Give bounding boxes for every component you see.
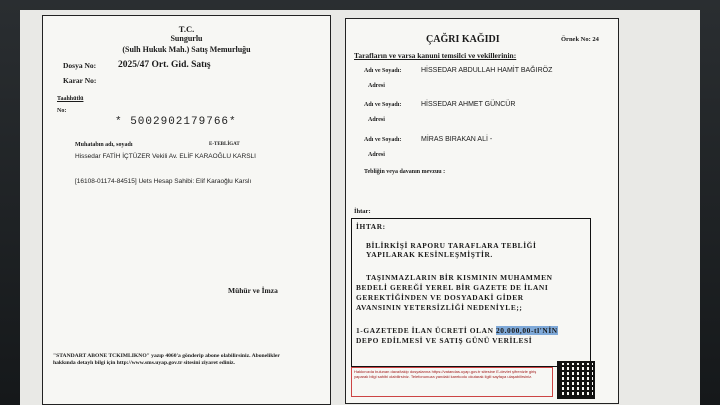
uyap-warning-box: Hakkınızda bulunan dava/takip dosyalarına https://vatandas.uyap.gov.tr sitesine E-devlet şifrenizle giriş yaparak bilgi sahibi olabilirsiniz. Telefonunuza yandaki karekodu okutarak ilgili sayfaya ulaşabilirsiniz. bbox=[351, 367, 553, 397]
tc-heading: T.C. bbox=[178, 24, 195, 34]
ihtar-title: İHTAR: bbox=[356, 222, 386, 231]
parties-heading: Tarafların ve varsa kanuni temsilci ve vekillerinin: bbox=[354, 51, 517, 60]
ihtar-line-3b: DEPO EDİLMESİ VE SATIŞ GÜNÜ VERİLESİ bbox=[356, 336, 533, 345]
summons-page bbox=[345, 18, 619, 404]
dosya-label: Dosya No: bbox=[63, 61, 97, 70]
barcode-number: * 5002902179766* bbox=[115, 116, 237, 128]
ihtar-box bbox=[351, 218, 591, 367]
muhur-imza: Mühür ve İmza bbox=[228, 286, 278, 295]
ornek-number: Örnek No: 24 bbox=[561, 36, 599, 43]
party1-name: HİSSEDAR ABDULLAH HAMİT BAĞIRÖZ bbox=[421, 67, 553, 74]
party3-name-label: Adı ve Soyadı: bbox=[364, 137, 402, 143]
eteblig-label: E-TEBLİGAT bbox=[209, 142, 240, 147]
sms-footnote: "STANDART ABONE TCKIMLIKNO" yazıp 4060'a gönderip abone olabilirsiniz. Abonelikler hakkında detaylı bilgi için http://www.sms.uyap.gov.tr sitesini ziyaret ediniz. bbox=[53, 353, 280, 366]
ihtar-line-2b: BEDELİ GEREĞİ YEREL BİR GAZETE DE İLANI bbox=[356, 283, 549, 292]
ihtar-line-2c: GEREKTİĞİNDEN VE DOSYADAKİ GİDER bbox=[356, 293, 524, 302]
envelope-page bbox=[42, 15, 331, 405]
no-label: No: bbox=[57, 108, 67, 114]
summons-title: ÇAĞRI KAĞIDI bbox=[426, 34, 500, 45]
uets-value: [16108-01174-84515] Uets Hesap Sahibi: Elif Karaoğlu Karslı bbox=[75, 178, 252, 185]
party1-name-label: Adı ve Soyadı: bbox=[364, 68, 402, 74]
ihtar-line-3a bbox=[356, 326, 586, 336]
qr-code-icon bbox=[557, 361, 595, 399]
office-heading: (Sulh Hukuk Mah.) Satış Memurluğu bbox=[122, 45, 251, 54]
ilan-fee-amount: 20.000,00-tl'NİN bbox=[496, 326, 558, 335]
ihtar-line-1b: YAPILARAK KESİNLEŞMİŞTİR. bbox=[366, 250, 493, 259]
muhatap-value: Hissedar FATİH İÇTÜZER Vekili Av. ELİF KARAOĞLU KARSLI bbox=[75, 153, 256, 160]
party2-name-label: Adı ve Soyadı: bbox=[364, 102, 402, 108]
party3-name: MİRAS BIRAKAN ALİ - bbox=[421, 136, 493, 143]
party1-address-label: Adresi bbox=[368, 83, 385, 89]
ihtar-line-2a: TAŞINMAZLARIN BİR KISMININ MUHAMMEN bbox=[366, 273, 553, 282]
party2-name: HİSSEDAR AHMET GÜNCÜR bbox=[421, 101, 516, 108]
ihtar-line-2d: AVANSININ YETERSİZLİĞİ NEDENİYLE;; bbox=[356, 303, 523, 312]
ihtar-label: İhtar: bbox=[354, 208, 371, 215]
teblig-label: Tebliğin veya davanın mevzuu : bbox=[364, 169, 446, 175]
karar-label: Karar No: bbox=[63, 76, 97, 85]
ihtar-line-1a: BİLİRKİŞİ RAPORU TARAFLARA TEBLİĞİ bbox=[366, 241, 537, 250]
muhatap-label: Muhatabın adı, soyadı bbox=[75, 142, 133, 148]
party2-address-label: Adresi bbox=[368, 117, 385, 123]
taahhutlu-label: Taahhütlü bbox=[57, 96, 84, 102]
ihtar-3a-prefix: 1-GAZETEDE İLAN ÜCRETİ OLAN bbox=[356, 326, 496, 335]
dosya-value: 2025/47 Ort. Gid. Satış bbox=[118, 60, 211, 70]
party3-address-label: Adresi bbox=[368, 152, 385, 158]
city-heading: Sungurlu bbox=[170, 34, 203, 43]
